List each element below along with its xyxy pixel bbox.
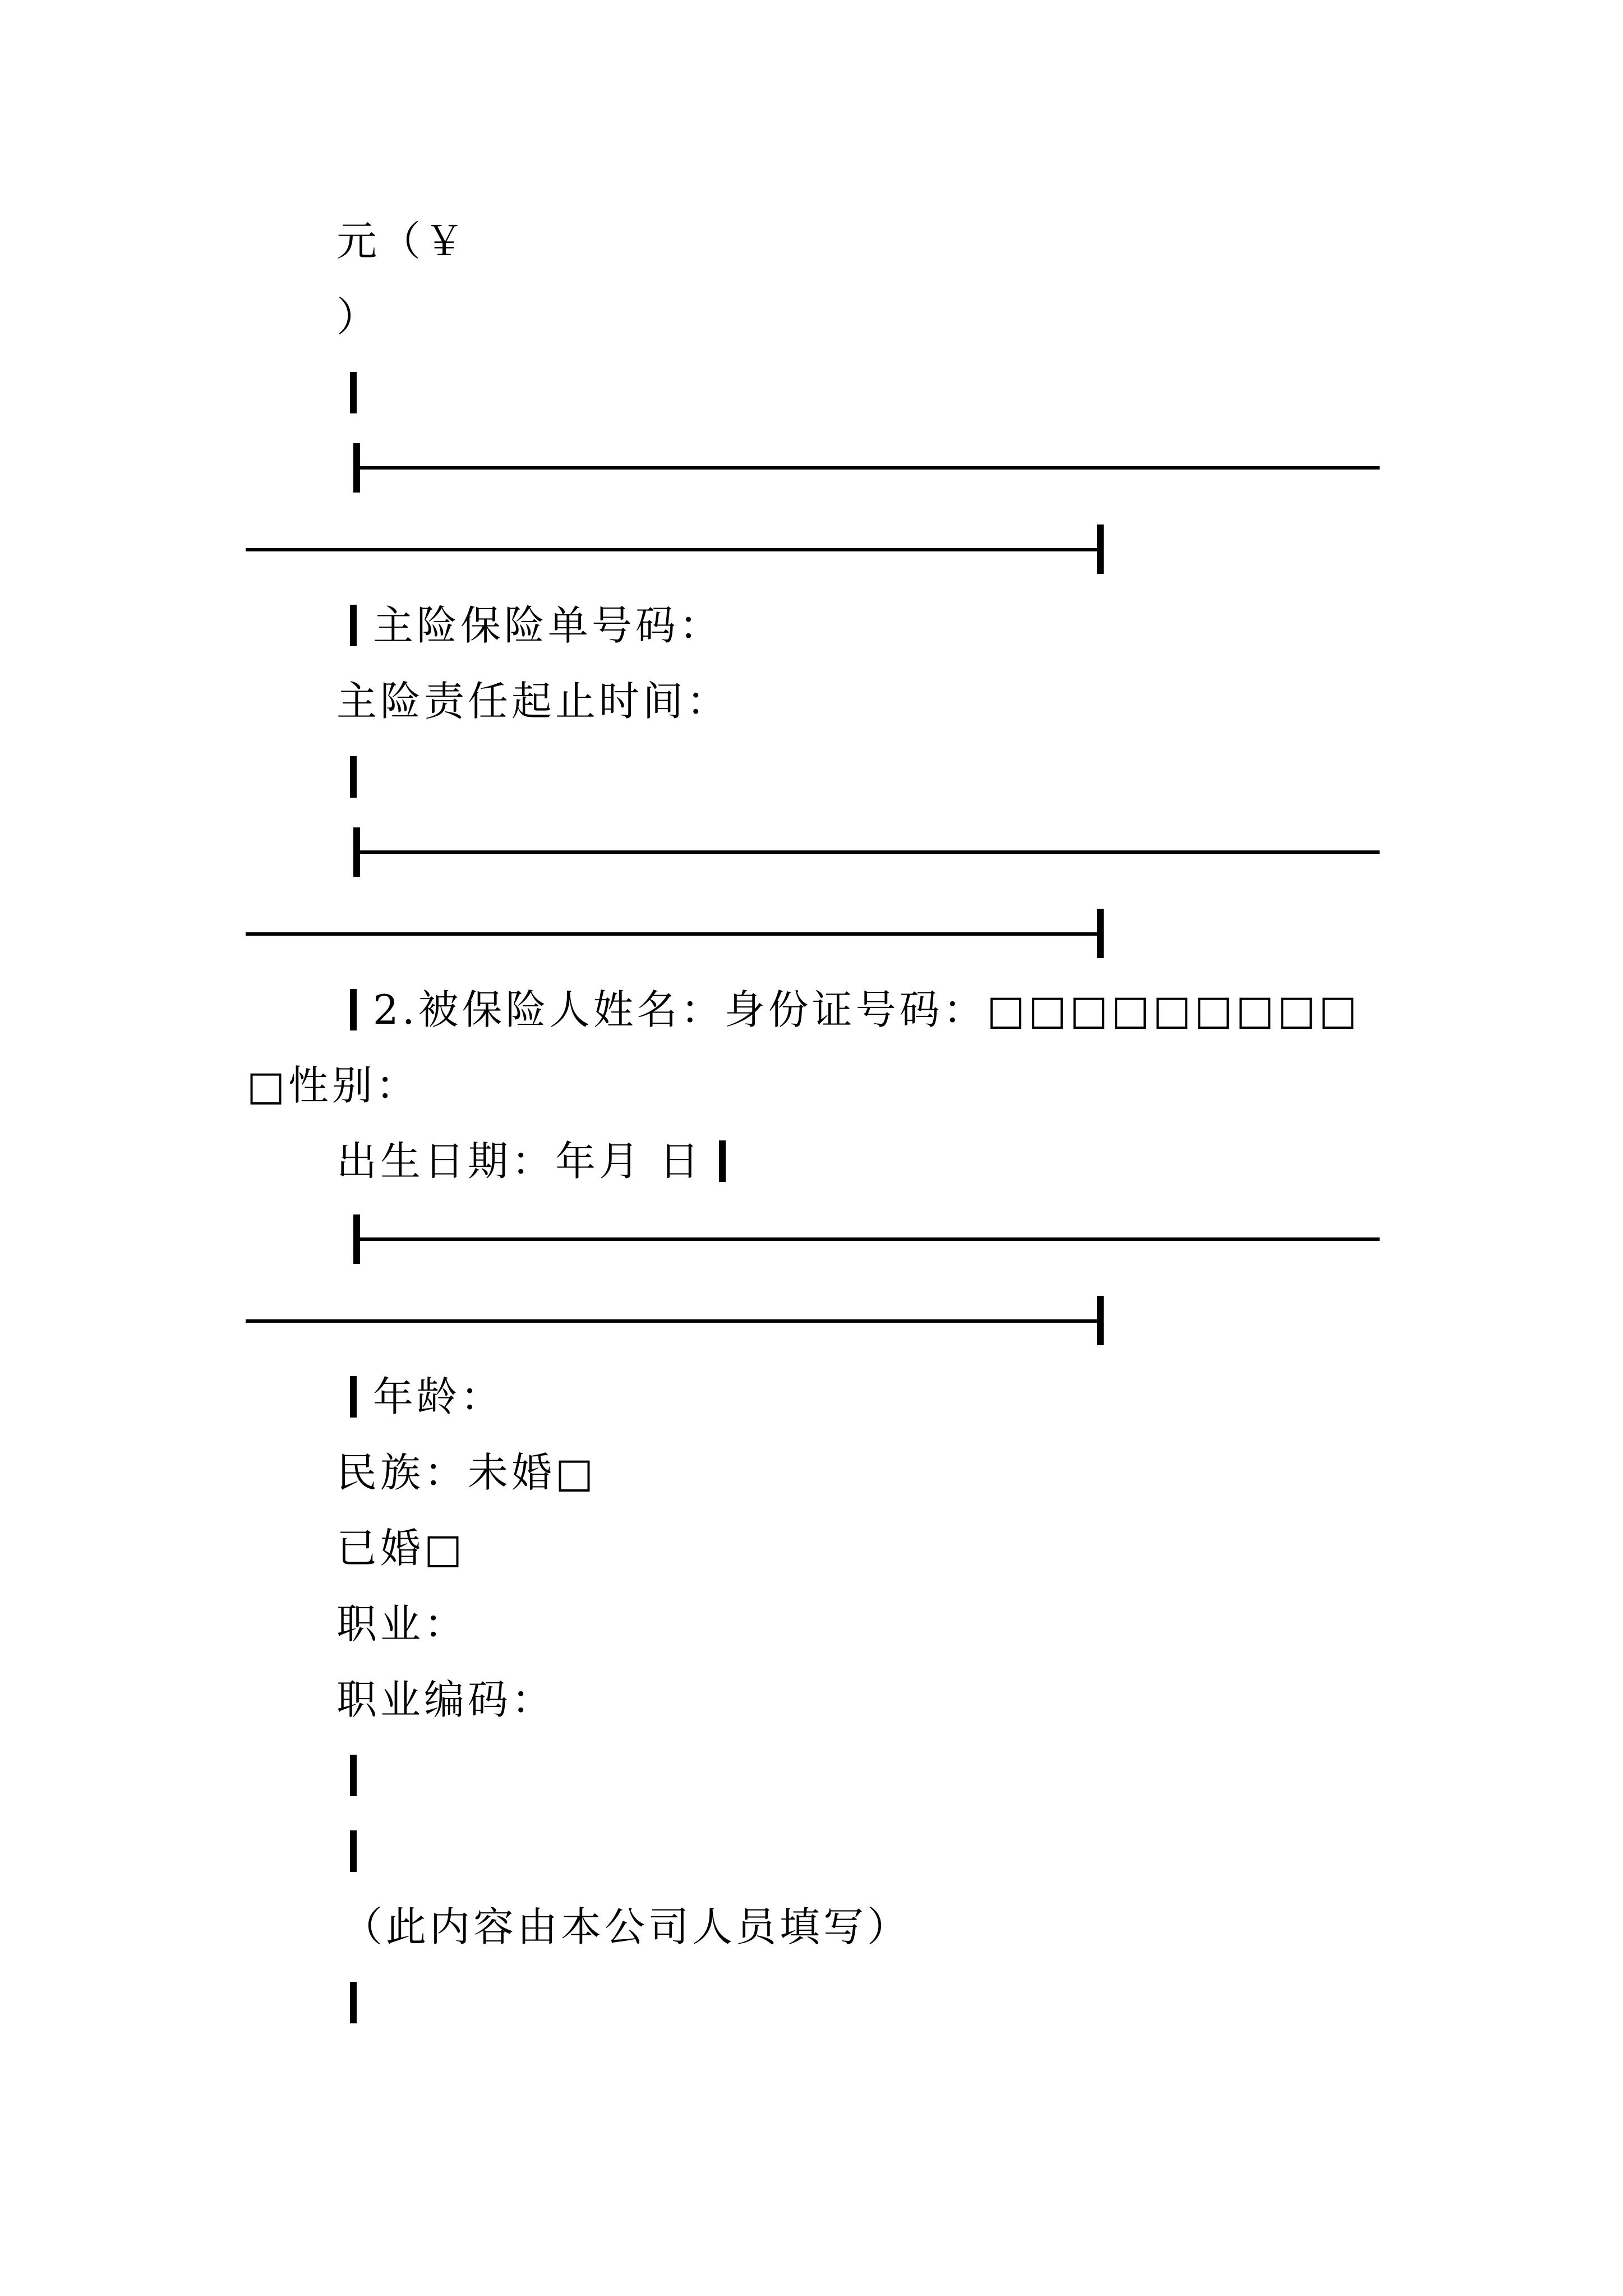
table-border-mark <box>350 989 357 1030</box>
ethnic-line <box>336 1444 597 1501</box>
bar-line-1 <box>350 365 357 421</box>
bar-line-2 <box>350 749 357 805</box>
table-border-mark <box>350 1830 357 1872</box>
insured-name-label: 2.被保险人姓名：身份证号码：□□□□□□□□□ <box>372 986 1361 1033</box>
close-paren-text: ） <box>336 293 381 341</box>
policy-number-label: 主险保险单号码： <box>372 602 723 649</box>
gender-label: □性别： <box>247 1062 420 1109</box>
table-border-mark <box>350 1755 357 1796</box>
birth-date-line <box>336 1133 726 1189</box>
table-border-mark <box>350 605 357 646</box>
married-line <box>336 1520 465 1576</box>
age-label: 年龄： <box>372 1373 504 1420</box>
amount-yuan-text: 元（￥ <box>336 218 468 265</box>
policy-period-line <box>336 673 730 729</box>
occupation-line <box>336 1596 468 1652</box>
table-border-mark <box>350 756 357 798</box>
bar-line-5 <box>350 1975 357 2031</box>
occupation-code-line <box>336 1672 555 1728</box>
table-border-mark <box>350 1376 357 1418</box>
occupation-code-label: 职业编码： <box>336 1676 556 1723</box>
company-note-line <box>342 1899 911 1955</box>
table-border-mark <box>350 372 357 413</box>
occupation-label: 职业： <box>336 1600 468 1648</box>
bar-line-4 <box>350 1823 357 1879</box>
company-note-text: （此内容由本公司人员填写） <box>342 1903 911 1950</box>
insured-name-line <box>350 982 1361 1038</box>
bar-line-3 <box>350 1747 357 1803</box>
birth-date-label: 出生日期：年月 日 <box>336 1138 703 1185</box>
table-border-mark <box>719 1140 726 1182</box>
married-label: 已婚□ <box>336 1525 466 1572</box>
ethnic-unmarried-label: 民族：未婚□ <box>336 1449 597 1496</box>
policy-period-label: 主险责任起止时间： <box>336 678 731 725</box>
table-border-mark <box>350 1982 357 2023</box>
close-paren-line <box>336 289 380 345</box>
age-line <box>350 1369 504 1425</box>
amount-yuan-line <box>336 213 468 269</box>
policy-number-line <box>350 597 723 654</box>
gender-line <box>247 1057 419 1114</box>
